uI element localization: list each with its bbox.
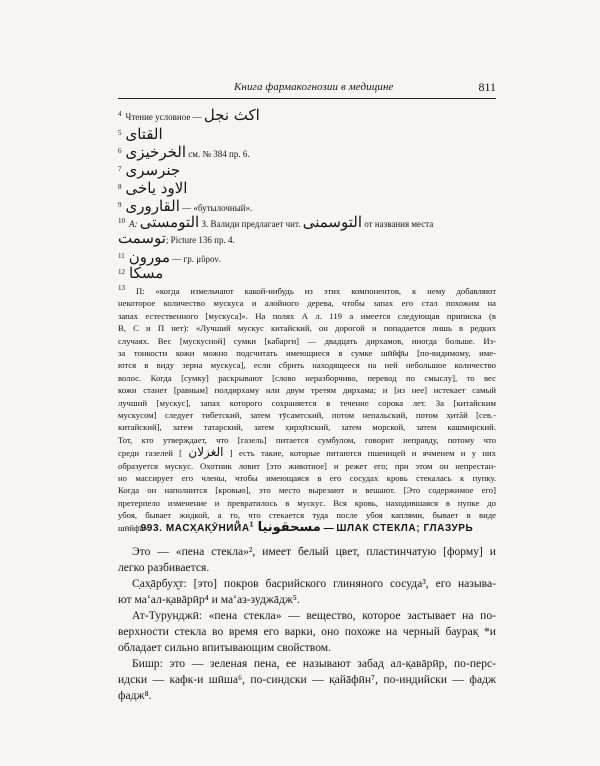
arabic-term: اكث نجل	[203, 106, 260, 124]
footnote-text: от названия места	[364, 219, 434, 229]
footnote-number: 9	[118, 201, 122, 209]
article-body	[118, 544, 496, 704]
note-line: шӣйф̄а».	[118, 522, 150, 533]
footnote-number: 7	[118, 165, 122, 173]
footnote-number: 11	[118, 252, 125, 260]
footnote-8	[118, 181, 187, 196]
footnote-6	[118, 145, 250, 160]
note-line: запах естественного [мускуса]». На полях А л. 119 а имеется следующая приписка (в	[118, 310, 496, 321]
note-line: волос. Когда [сумку] раскрывают [слово неразборчиво, перевод по смыслу], то вес	[118, 372, 496, 383]
note-line: В, С и П нет): «Лучший мускус китайский, он дорогой и попадается лишь в редких	[118, 323, 496, 334]
arabic-term: توسمت	[118, 229, 166, 247]
note-line: претерпело изменение и превратилось в мускус. Вся кровь, находившаяся в пупке до	[118, 497, 496, 508]
note-line: случаях. Вес [мускусной] сумки [кабарги] — двадцать дирхамов, иногда больше. Из-	[118, 335, 496, 346]
footnote-text: Чтение условное —	[125, 112, 202, 122]
note-line: Когда он наполнится [кровью], это место вырезают и вешают. [Это содержимое его]	[118, 485, 496, 496]
body-line: ют ма‘ал-к̣авāрӣр⁴ и ма‘аз-зуджāдж⁵.	[118, 593, 300, 606]
note-line: некоторое количество мускуса и алойного дерева, чтобы запах его стал похожим на	[118, 298, 496, 309]
footnote-number: 6	[118, 147, 122, 155]
footnote-10-cont	[118, 229, 235, 247]
footnote-text: — «бутылочный».	[182, 203, 253, 213]
footnote-text: — гр. μῦρον.	[172, 254, 221, 264]
body-line: легко разбивается.	[118, 561, 210, 574]
note-line: $^{13}$ П: «когда измельчают какой-нибудь из этих компонентов, к нему добавляют	[118, 284, 496, 296]
note-line: ются в виду зерна мускуса], если сбрить находящееся на ней небольшое количество	[118, 360, 496, 371]
body-line: Это — «пена стекла»², имеет белый цвет, пластинчатую [форму] и	[132, 545, 496, 558]
arabic-term: التوسمنى	[302, 213, 363, 231]
body-line: верхности стекла во время его варки, оно похоже на черный баурак̣ *и	[118, 625, 496, 638]
footnote-9	[118, 199, 252, 214]
footnote-12	[118, 266, 163, 281]
note-line: убоя, бывает жидкой, а то, что стекается туда после убоя каплями, бывает в виде	[118, 510, 496, 521]
footnote-number: 13	[118, 284, 125, 292]
footnote-text: см. № 384 пр. 6.	[188, 149, 250, 159]
footnote-number: 8	[118, 183, 122, 191]
arabic-term: الاود ياخى	[125, 179, 188, 197]
note-line: китайский], затем татарский, затем х̣ирх̣ӣзский, затем морской, затем кашмирский.	[118, 422, 496, 433]
body-line: идски — кафк-и шӣша⁶, по-синдски — к̣айāфӣн⁷, по-индийски — фадж	[118, 673, 496, 686]
body-line: Ат-Турунджӣ: «пена стекла» — вещество, которое застывает на по-	[132, 609, 496, 622]
body-line: Бишр: это — зеленая пена, ее называют забад ал-к̣авāрӣр, по-перс-	[132, 657, 496, 670]
footnote-number: 10	[118, 217, 125, 225]
footnote-number: 5	[118, 129, 122, 137]
footnote-10	[118, 215, 496, 230]
footnote-11	[118, 250, 221, 265]
running-header	[118, 80, 496, 99]
note-line: мускусом] следует тибетский, затем тӯсамтский, потом непальский, потом х̣итāй [сев.-	[118, 409, 496, 420]
footnote-number: 4	[118, 110, 122, 118]
note-line: среди газелей [ الغزلان ] есть такие, которые питаются пшеницей и ячменем и у них	[118, 445, 497, 460]
note-line: кожи станет [равным] полдирхаму или двум третям дирхама; и [из нее] истекает самый	[118, 385, 496, 396]
footnote-text: ; Picture 136 пр. 4.	[165, 235, 235, 245]
note-line: образуется мускус. Охотник ловит [это животное] и режет его; при этом он непрестан-	[118, 460, 496, 471]
arabic-term: القتاى	[125, 125, 163, 143]
arabic-term: مسكا	[129, 264, 164, 282]
arabic-term: الغزلان	[188, 445, 224, 460]
body-line: обладает сильно впитывающим свойством.	[118, 641, 332, 654]
note-line: но массирует его члены, чтобы имеющаяся в его сосудах кровь стекалась к пупку.	[118, 472, 496, 483]
footnote-number: 12	[118, 268, 125, 276]
article-translation: — ШЛАК СТЕКЛА; ГЛАЗУРЬ	[323, 523, 474, 534]
arabic-term: الخرخيزى	[125, 143, 187, 161]
manuscript-siglum: А:	[129, 219, 138, 229]
footnote-text: З. Валиди предлагает чит.	[201, 219, 301, 229]
footnote-4	[118, 108, 260, 123]
arabic-term: التومستى	[139, 213, 200, 231]
arabic-term: مورون	[128, 248, 171, 266]
page-number: 811	[478, 80, 496, 94]
arabic-term: القاروری	[125, 197, 180, 215]
header-title: Книга фармакогнозии в медицине	[234, 81, 394, 93]
body-line: С̣ах̣āрбух̮т: [это] покров басрийского глиняного сосуда³, его называ-	[132, 577, 496, 590]
note-line: за тонкости кожи можно подсчитать имеющиеся в сумке шӣйф̄ы [по-видимому, име-	[118, 347, 496, 358]
body-line: фадж⁸.	[118, 689, 152, 702]
footnote-5	[118, 127, 163, 142]
note-line: Тот, кто утверждает, что [газель] питается сумбулом, говорит неправду, потому что	[118, 434, 496, 445]
footnote-7	[118, 163, 180, 178]
arabic-term: جنرسرى	[125, 161, 181, 179]
article-heading	[118, 520, 496, 535]
footnote-13	[118, 282, 496, 534]
arabic-heading: مسحقونيا	[257, 520, 321, 535]
article-number-title: 993. МАСХ̣АК̣ӮНИЙ̄А	[140, 523, 250, 534]
heading-footnote-ref: 1	[249, 521, 255, 529]
note-line: лучший [мускус], запах которого сохраняется в течение сорока лет. За [китайским	[118, 397, 496, 408]
